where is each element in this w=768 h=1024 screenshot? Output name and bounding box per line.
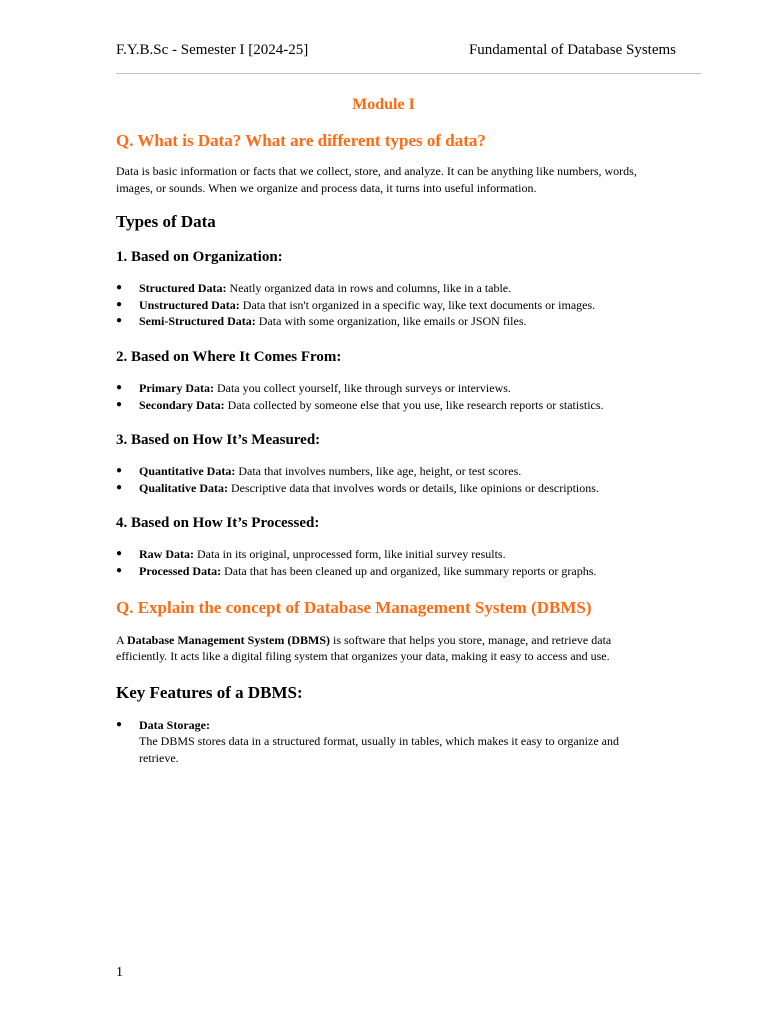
dbms-features-heading: Key Features of a DBMS: <box>116 682 303 702</box>
bullet-icon: ● <box>116 465 123 477</box>
list-item <box>116 717 656 767</box>
header-divider <box>116 73 701 74</box>
bullet-icon: ● <box>116 481 123 493</box>
list-item-term: Unstructured Data: <box>139 297 240 312</box>
organization-heading: 1. Based on Organization: <box>116 249 283 266</box>
measurement-list <box>116 463 656 496</box>
list-item <box>116 397 656 414</box>
bullet-icon: ● <box>116 298 123 310</box>
question-what-is-data: Q. What is Data? What are different types of data? <box>116 131 486 150</box>
list-item-term: Raw Data: <box>139 547 194 562</box>
bullet-icon: ● <box>116 282 123 294</box>
list-item <box>116 480 656 497</box>
list-item-text: Data that involves numbers, like age, height, or test scores. <box>235 464 522 479</box>
data-definition-paragraph: Data is basic information or facts that we collect, store, and analyze. It can be anything like numbers, words, images, or sounds. When we organize and process data, it turns into useful information. <box>116 164 637 195</box>
page-header <box>116 42 700 64</box>
list-item-term: Quantitative Data: <box>139 464 236 479</box>
dbms-definition-paragraph <box>116 632 656 665</box>
bullet-icon: ● <box>116 398 123 410</box>
list-item <box>116 297 656 314</box>
list-item-text: Descriptive data that involves words or details, like opinions or descriptions. <box>228 480 599 495</box>
list-item-text: Data with some organization, like emails or JSON files. <box>255 314 527 329</box>
list-item <box>116 313 656 330</box>
list-item-term: Structured Data: <box>139 281 227 296</box>
page-number: 1 <box>116 965 123 980</box>
list-item-text: Data that isn't organized in a specific way, like text documents or images. <box>239 297 596 312</box>
processing-heading: 4. Based on How It’s Processed: <box>116 515 320 532</box>
list-item-term: Primary Data: <box>139 380 214 395</box>
processing-list <box>116 546 656 579</box>
list-item-text: The DBMS stores data in a structured format, usually in tables, which makes it easy to organize and retrieve. <box>139 734 619 765</box>
header-subject: Fundamental of Database Systems <box>468 42 676 58</box>
bullet-icon: ● <box>116 315 123 327</box>
bullet-icon: ● <box>116 381 123 393</box>
bullet-icon: ● <box>116 548 123 560</box>
bullet-icon: ● <box>116 718 123 730</box>
dbms-term: Database Management System (DBMS) <box>127 632 330 647</box>
list-item-term: Data Storage: <box>139 717 210 732</box>
dbms-intro-rest: is software that helps you store, manage, and retrieve data efficiently. It acts like a digital filing system that organizes your data, making it easy to access and use. <box>116 632 612 664</box>
list-item-term: Secondary Data: <box>139 397 225 412</box>
list-item-text: Data you collect yourself, like through surveys or interviews. <box>213 380 511 395</box>
list-item-text: Data in its original, unprocessed form, like initial survey results. <box>194 547 506 562</box>
list-item-term: Processed Data: <box>139 563 222 578</box>
organization-list <box>116 280 656 330</box>
list-item-term: Semi-Structured Data: <box>139 314 256 329</box>
list-item-text: Data that has been cleaned up and organized, like summary reports or graphs. <box>221 563 597 578</box>
dbms-features-list <box>116 717 656 767</box>
source-list <box>116 380 656 413</box>
page-content <box>116 94 656 767</box>
list-item <box>116 563 656 580</box>
list-item-text: Data collected by someone else that you use, like research reports or statistics. <box>224 397 604 412</box>
list-item <box>116 546 656 563</box>
header-course: F.Y.B.Sc - Semester I [2024-25] <box>116 42 309 58</box>
bullet-icon: ● <box>116 564 123 576</box>
list-item <box>116 463 656 480</box>
list-item-term: Qualitative Data: <box>139 480 228 495</box>
list-item <box>116 380 656 397</box>
types-of-data-heading: Types of Data <box>116 212 216 232</box>
list-item-text: Neatly organized data in rows and columns, like in a table. <box>226 281 512 296</box>
measurement-heading: 3. Based on How It’s Measured: <box>116 432 321 449</box>
question-dbms-concept: Q. Explain the concept of Database Management System (DBMS) <box>116 597 592 617</box>
list-item <box>116 280 656 297</box>
dbms-intro-prefix: A <box>116 632 128 647</box>
source-heading: 2. Based on Where It Comes From: <box>116 348 342 365</box>
module-title: Module I <box>352 96 415 113</box>
